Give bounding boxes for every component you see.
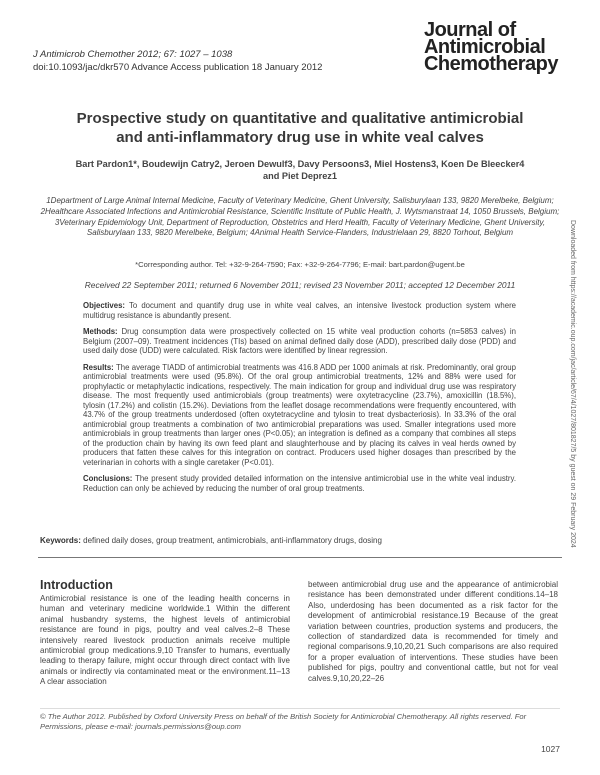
title-line-1: Prospective study on quantitative and qualitative antimicrobial xyxy=(76,110,524,127)
abstract-methods xyxy=(83,327,516,356)
abstract-objectives xyxy=(83,301,516,320)
abstract-results xyxy=(83,363,516,468)
citation-block xyxy=(33,49,373,74)
conclusions-label: Conclusions: xyxy=(83,474,133,483)
introduction-heading: Introduction xyxy=(40,578,113,592)
objectives-text: To document and quantify drug use in white veal calves, an intensive livestock production system where multidrug resistance is abundantly present. xyxy=(83,301,517,320)
methods-text: Drug consumption data were prospectively collected on 15 white veal production cohorts (n=5853 calves) in Belgium (2007–09). Treatment incidences (TIs) based on animal defined daily dose (ADD), prescribed daily dose (PDD) and used daily dose (UDD) were calculated. Risk factors were identified by linear regression. xyxy=(83,327,516,355)
results-label: Results: xyxy=(83,362,114,372)
results-text: The average TIADD of antimicrobial treatments was 416.8 ADD per 1000 animals at risk. Predominantly, oral group antimicrobial treatments were used (95.8%). Of the oral group antimicrobial treatments, 12% and 88% were used for prophylactic or metaphylactic indications, respectively. The main indication for group and individual drug use was respiratory disease. The most frequently used antimicrobials (group treatments) were oxytetracycline (23.7%), amoxicillin (18.5%), tylosin (17.2%) and colistin (15.2%). Deviations from the leaflet dosage recommendations were frequently encountered, with 43.7% of the group treatments underdosed (often oxytetracycline and tylosin to treat dysbacteriosis). In 33.3% of the oral antimicrobial group treatments a combination of two antimicrobial preparations was used. Smaller integrations used more antimicrobials in group treatments than larger ones (P<0.05); an integration is defined as a company that combines all steps of the production chain by having its own feed plant and slaughterhouse and by placing its calves in veal herds owned by producers that fatten these calves for this integration on contract. Producers used higher dosages than prescribed by the veterinarian in cohorts with a single caretaker (P<0.01). xyxy=(83,362,516,467)
abstract-conclusions xyxy=(83,474,516,493)
journal-logo-line-1: Journal of xyxy=(423,19,516,41)
citation-line-1: J Antimicrob Chemother 2012; 67: 1027 – 1038 xyxy=(33,49,233,60)
journal-logo-line-2: Antimicrobial xyxy=(423,36,546,58)
corresponding-author: *Corresponding author. Tel: +32-9-264-7590; Fax: +32-9-264-7796; E-mail: bart.pardon@ugent.be xyxy=(135,260,465,269)
affiliations: 1Department of Large Animal Internal Medicine, Faculty of Veterinary Medicine, Ghent University, Salisburylaan 133, 9820 Merelbeke, Belgium; 2Healthcare Associated Infections and Antimicrobial Resistance, Scientific Institute of Public Health, J. Wytsmanstraat 14, 1050 Brussels, Belgium; 3Veterinary Epidemiology Unit, Department of Reproduction, Obstetrics and Herd Health, Faculty of Veterinary Medicine, Ghent University, Salisburylaan 133, 9820 Merelbeke, Belgium; 4Animal Health Service-Flanders, Industrielaan 29, 8820 Torhout, Belgium xyxy=(40,196,560,238)
title-line-2: and anti-inflammatory drug use in white veal calves xyxy=(116,128,484,146)
keywords-text: defined daily doses, group treatment, antimicrobials, anti-inflammatory drugs, dosing xyxy=(83,536,382,545)
abstract xyxy=(83,301,516,500)
copyright-footer: © The Author 2012. Published by Oxford University Press on behalf of the British Society for Antimicrobial Chemotherapy. All rights reserved. For Permissions, please e-mail: journals.permissions@oup.com xyxy=(40,708,560,732)
article-dates: Received 22 September 2011; returned 6 November 2011; revised 23 November 2011; accepted 12 December 2011 xyxy=(84,280,516,290)
authors-line-1: Bart Pardon1*, Boudewijn Catry2, Jeroen Dewulf3, Davy Persoons3, Miel Hostens3, Koen De Bleecker4 xyxy=(75,159,525,169)
keywords xyxy=(40,536,560,545)
journal-logo-line-3: Chemotherapy xyxy=(423,53,558,75)
author-list xyxy=(40,158,560,182)
objectives-label: Objectives: xyxy=(83,301,126,310)
download-watermark: Downloaded from https://academic.oup.com/jac/article/67/4/1027/801827/5 by guest on 29 February 2024 xyxy=(569,220,576,548)
citation-line-2: doi:10.1093/jac/dkr570 Advance Access publication 18 January 2012 xyxy=(33,61,323,73)
conclusions-text: The present study provided detailed information on the intensive antimicrobial use in the white veal industry. Reduction can only be achieved by reducing the number of oral group treatments. xyxy=(83,474,516,493)
page-number: 1027 xyxy=(541,744,560,754)
keywords-label: Keywords: xyxy=(40,536,81,545)
introduction-column-2: between antimicrobial drug use and the appearance of antimicrobial resistance has been demonstrated under different conditions.14–18 Also, underdosing has been documented as a risk factor for the development of antimicrobial resistance.19 Because of the great variation between countries, production systems and producers, the collection of standardized data is recommended for timely and regional comparisons.9,10,20,21 Such comparisons are also required for a proper evaluation of interventions. These studies have been published for pigs, poultry and conventional cattle, but not for veal calves.9,10,20,22–26 xyxy=(308,580,558,683)
article-title xyxy=(40,110,560,147)
section-divider xyxy=(38,557,562,558)
introduction-column-1: Antimicrobial resistance is one of the leading health concerns in human and veterinary medicine worldwide.1 Within the different animal husbandry systems, the highest levels of antimicrobial resistance are found in pigs, poultry and veal calves.2–8 These intensively reared livestock production animals receive multiple antimicrobial group medications.9,10 Transfer to humans, eventually leading to therapy failure, might occur through direct contact with live animals or indirectly via contaminated meat or the environment.11–13 A clear association xyxy=(40,594,290,687)
journal-logo xyxy=(423,19,558,75)
methods-label: Methods: xyxy=(83,327,118,336)
authors-line-2: and Piet Deprez1 xyxy=(262,171,338,181)
